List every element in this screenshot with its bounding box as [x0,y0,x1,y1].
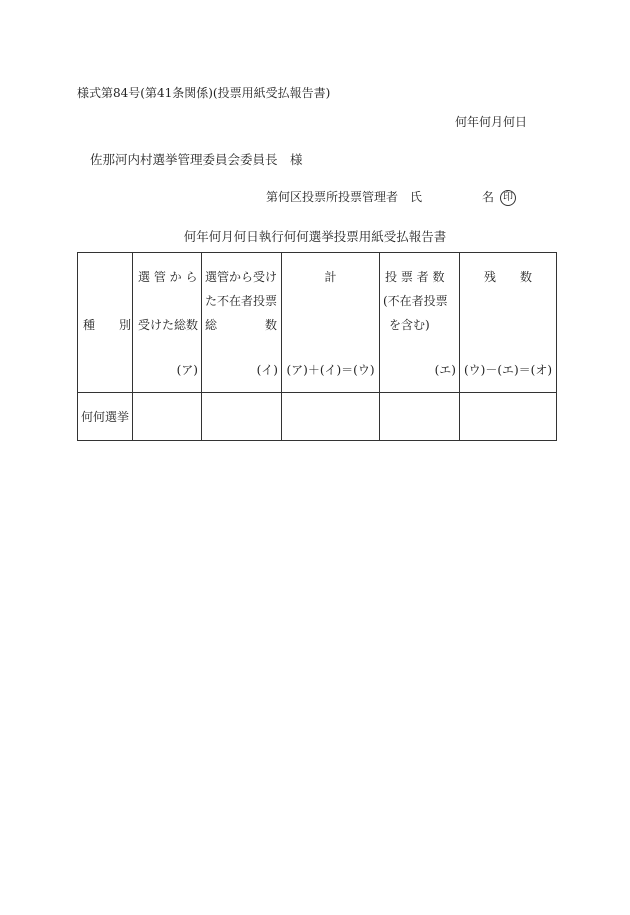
header-d-line3: を含む) [389,318,430,332]
header-e-label: 残 数 [483,270,532,284]
row-kind: 何何選挙 [81,410,130,424]
header-e-symbol: (ウ)－(エ)＝(オ) [463,363,553,377]
report-table [77,252,557,441]
row-d-cell[interactable] [380,393,460,441]
table-header-row [78,253,557,393]
header-col-e [460,253,557,393]
manager-name-label: 名 [482,190,495,204]
form-label: 様式第84号(第41条関係)(投票用紙受払報告書) [77,86,331,100]
document-title: 何年何月何日執行何何選挙投票用紙受払報告書 [183,229,447,244]
header-a-symbol: (ア) [176,363,198,377]
header-kind [78,253,133,393]
manager-title: 第何区投票所投票管理者 氏 [266,190,423,204]
header-b-symbol: (イ) [256,363,278,377]
manager-line [266,188,516,206]
report-date: 何年何月何日 [454,115,527,129]
header-col-c [282,253,380,393]
header-col-a [133,253,202,393]
table-row [78,393,557,441]
header-d-symbol: (エ) [434,363,456,377]
header-c-symbol: (ア)＋(イ)＝(ウ) [286,363,375,377]
header-a-line1: 選 管 か ら [138,270,198,284]
row-e-cell[interactable] [460,393,557,441]
row-kind-cell [78,393,133,441]
header-b-line1: 選管から受け [205,270,278,284]
row-b-cell[interactable] [202,393,282,441]
header-a-line2: 受けた総数 [138,318,199,332]
header-b-line3b: 数 [264,318,277,332]
header-c-label: 計 [324,270,337,284]
header-d-line1: 投 票 者 数 [385,270,445,284]
row-c-cell[interactable] [282,393,380,441]
header-col-d [380,253,460,393]
row-a-cell[interactable] [133,393,202,441]
seal-icon: 印 [500,190,516,206]
header-kind-label: 種 別 [83,318,132,332]
header-b-line2: た不在者投票 [205,294,278,308]
header-b-line3a: 総 [205,318,218,332]
header-col-b [202,253,282,393]
header-d-line2: (不在者投票 [383,294,448,308]
addressee: 佐那河内村選挙管理委員会委員長 様 [90,152,303,167]
